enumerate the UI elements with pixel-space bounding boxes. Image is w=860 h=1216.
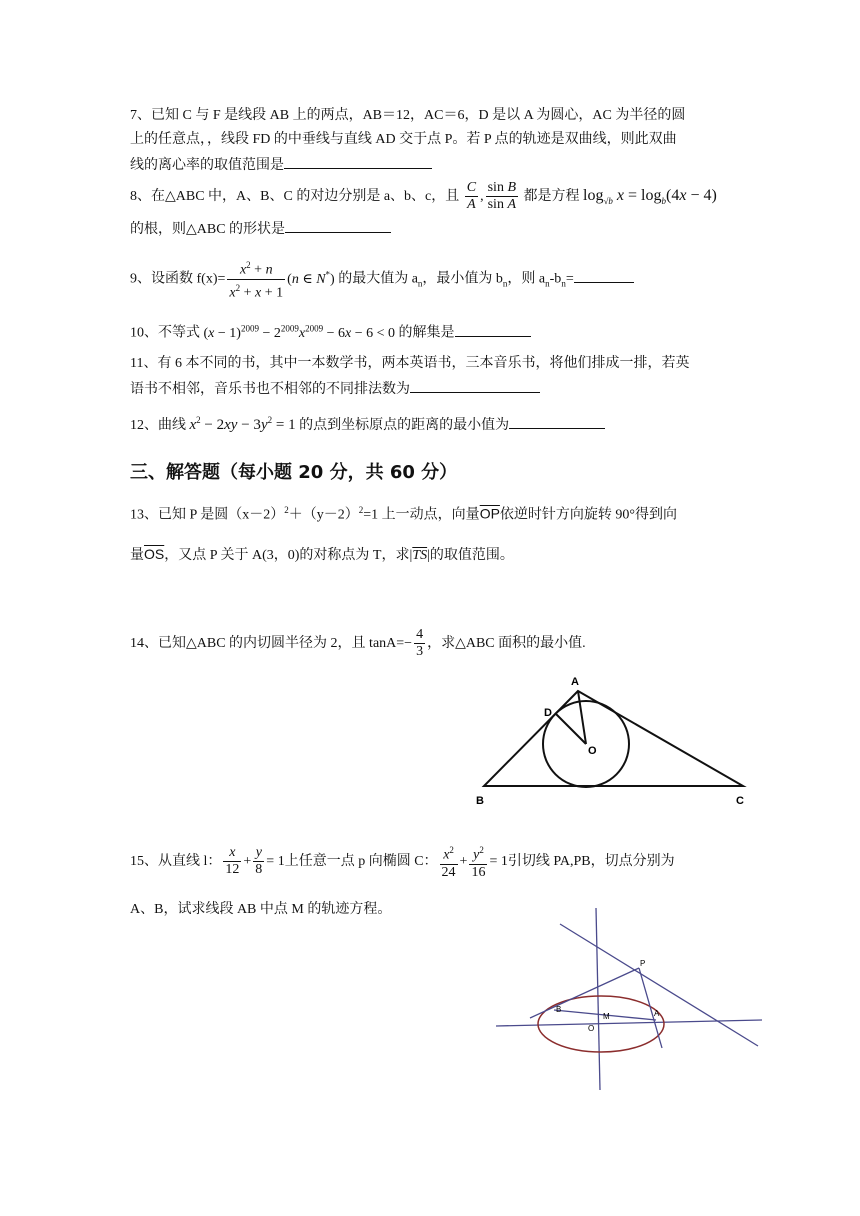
ellipse-tangent-figure	[496, 906, 766, 1092]
q9-text: 的最大值为 a	[338, 271, 418, 287]
label-b: B	[556, 1005, 562, 1014]
vector-ts-magnitude: $|\overline{TS}|$	[409, 548, 430, 563]
q11-line1: 11、有 6 本不同的书，其中一本数学书，两本英语书，三本音乐书，将他们排成一排，若英	[130, 356, 690, 371]
q8-text-mid: 都是方程	[523, 189, 580, 204]
q15-text: 引切线 PA,PB，切点分别为	[507, 854, 675, 869]
q9-text: =	[565, 271, 574, 287]
q7-line2: 上的任意点，，线段 FD 的中垂线与直线 AD 交于点 P。若 P 点的轨迹是双曲线，则此双曲	[130, 132, 677, 147]
q14-line: 14、已知△ABC 的内切圆半径为 2，且 tanA=− $\frac{4}{3}$ ，求△ABC 面积的最小值.	[130, 627, 586, 660]
label-d: D	[544, 707, 552, 719]
answer-blank	[410, 378, 540, 393]
fraction-sinb-over-sina: $\frac{\text{sin B}}{\text{sin A}}$	[487, 180, 517, 213]
q14-text: 14、已知△ABC 的内切圆半径为 2，且 tanA=	[130, 636, 405, 651]
q7-line1: 7、已知 C 与 F 是线段 AB 上的两点，AB＝12，AC＝6，D 是以 A 为圆心，AC 为半径的圆	[130, 108, 686, 123]
x-axis	[496, 1020, 762, 1026]
q15-line2: A、B，试求线段 AB 中点 M 的轨迹方程。	[130, 902, 392, 917]
fraction-four-thirds: $\frac{4}{3}$	[416, 627, 424, 660]
y-axis	[596, 908, 600, 1090]
q8-text: 8、在△ABC 中，A、B、C 的对边分别是 a、b、c，且	[130, 189, 460, 204]
q13-text: 13、已知 P 是圆（x－2）	[130, 507, 285, 523]
q14-text: ，求△ABC 面积的最小值.	[427, 636, 586, 651]
tangent-pb	[530, 968, 639, 1018]
label-b: B	[476, 795, 484, 807]
q12-text: 12、曲线	[130, 418, 186, 433]
q10-line	[130, 318, 531, 344]
answer-blank	[285, 218, 391, 233]
q11-line2	[130, 378, 540, 400]
fraction-x2-24: $\frac{x^2}{24}$	[440, 842, 458, 881]
fraction-y-8: $\frac{y}{8}$	[255, 845, 263, 878]
q8-line1: 8、在△ABC 中，A、B、C 的对边分别是 a、b、c，且 $\frac{C}{A}$ , $\frac{\text{sin B}}{\text{sin A}}$ 都是方程 $\log_{√b} x = \log_b(4x - 4)$	[130, 180, 717, 213]
q7-line3	[130, 154, 432, 176]
q13-text: =1 上一动点，向量	[363, 507, 480, 523]
fraction-y2-16: $\frac{y^2}{16}$	[469, 842, 487, 881]
q8-text: 的根，则△ABC 的形状是	[130, 222, 286, 237]
q13-text: ＋（y－2）	[288, 507, 359, 523]
triangle-abc	[484, 691, 743, 786]
q8-line2	[130, 218, 391, 240]
answer-blank	[284, 154, 432, 169]
q13-text: 依逆时针方向旋转 90°得到向	[499, 507, 678, 523]
triangle-incircle-figure	[470, 672, 760, 812]
label-a: A	[571, 676, 579, 688]
label-a: A	[654, 1009, 660, 1018]
q9-text: 9、设函数 f(x)=	[130, 271, 226, 287]
fraction-c-over-a: $\frac{C}{A}$	[466, 180, 477, 213]
label-p: P	[640, 959, 646, 968]
q15-line1: 15、从直线 l： $\frac{x}{12}$ + $\frac{y}{8}$ = 1上任意一点 p 向椭圆 C： $\frac{x^2}{24}$ + $\frac{y^2}{16}$ = 1引切线 PA,PB，切点分别为	[130, 840, 675, 884]
q12-line	[130, 410, 605, 436]
log-equation: $\log_{√b} x = \log_b(4x - 4)$	[583, 187, 717, 207]
label-o: O	[588, 1024, 595, 1033]
q10-text: 10、不等式	[130, 325, 200, 341]
q13-text: 量	[130, 548, 144, 563]
q11-text: 语书不相邻，音乐书也不相邻的不同排法数为	[130, 382, 410, 397]
q15-text: 15、从直线 l：	[130, 854, 222, 869]
q7-text: 线的离心率的取值范围是	[130, 158, 284, 173]
label-c: C	[736, 795, 744, 807]
q10-text: 的解集是	[398, 325, 455, 341]
fraction-x-12: $\frac{x}{12}$	[225, 845, 240, 878]
q15-text: 上任意一点 p 向椭圆 C：	[284, 854, 438, 869]
fraction-function: $\frac{x^2 + n}{x^2 + x + 1}$	[227, 257, 285, 301]
q9-text: ，则 a	[507, 271, 546, 287]
label-o: O	[588, 745, 597, 757]
q9-line: 9、设函数 f(x)= $\frac{x^2 + n}{x^2 + x + 1}$ (n ∈ N*) 的最大值为 $a_n$，最小值为 $b_n$，则 $a_n-b_n=$	[130, 254, 634, 303]
q9-text: ，最小值为 b	[422, 271, 503, 287]
vector-os: $\overline{OS}$	[144, 546, 165, 562]
section-heading: 三、解答题（每小题 20 分，共 60 分）	[130, 462, 458, 483]
answer-blank	[455, 322, 531, 337]
vector-op: $\overline{OP}$	[479, 505, 500, 522]
q13-line2	[130, 544, 514, 566]
q13-text: 的取值范围。	[429, 548, 514, 563]
curve-equation: $x^2 - 2xy - 3y^2 = 1$	[189, 415, 296, 433]
inequality: $(x - 1)^{2009} - 2^{2009}x^{2009} - 6x - 6 < 0$	[203, 323, 395, 341]
q12-text: 的点到坐标原点的距离的最小值为	[299, 418, 510, 433]
q13-line1: 13、已知 P 是圆$(x-2)^2+(y-2)^2=1$ 上一动点，向量$\overline{OP}$依逆时针方向旋转 90°得到向	[130, 505, 678, 523]
q9-text: -b	[549, 271, 562, 287]
q13-text: ，又点 P 关于 A(3，0)的对称点为 T，求	[164, 548, 410, 563]
domain-condition: (n ∈ N*)	[287, 269, 335, 287]
label-m: M	[603, 1012, 610, 1021]
answer-blank	[574, 268, 634, 283]
answer-blank	[509, 414, 605, 429]
